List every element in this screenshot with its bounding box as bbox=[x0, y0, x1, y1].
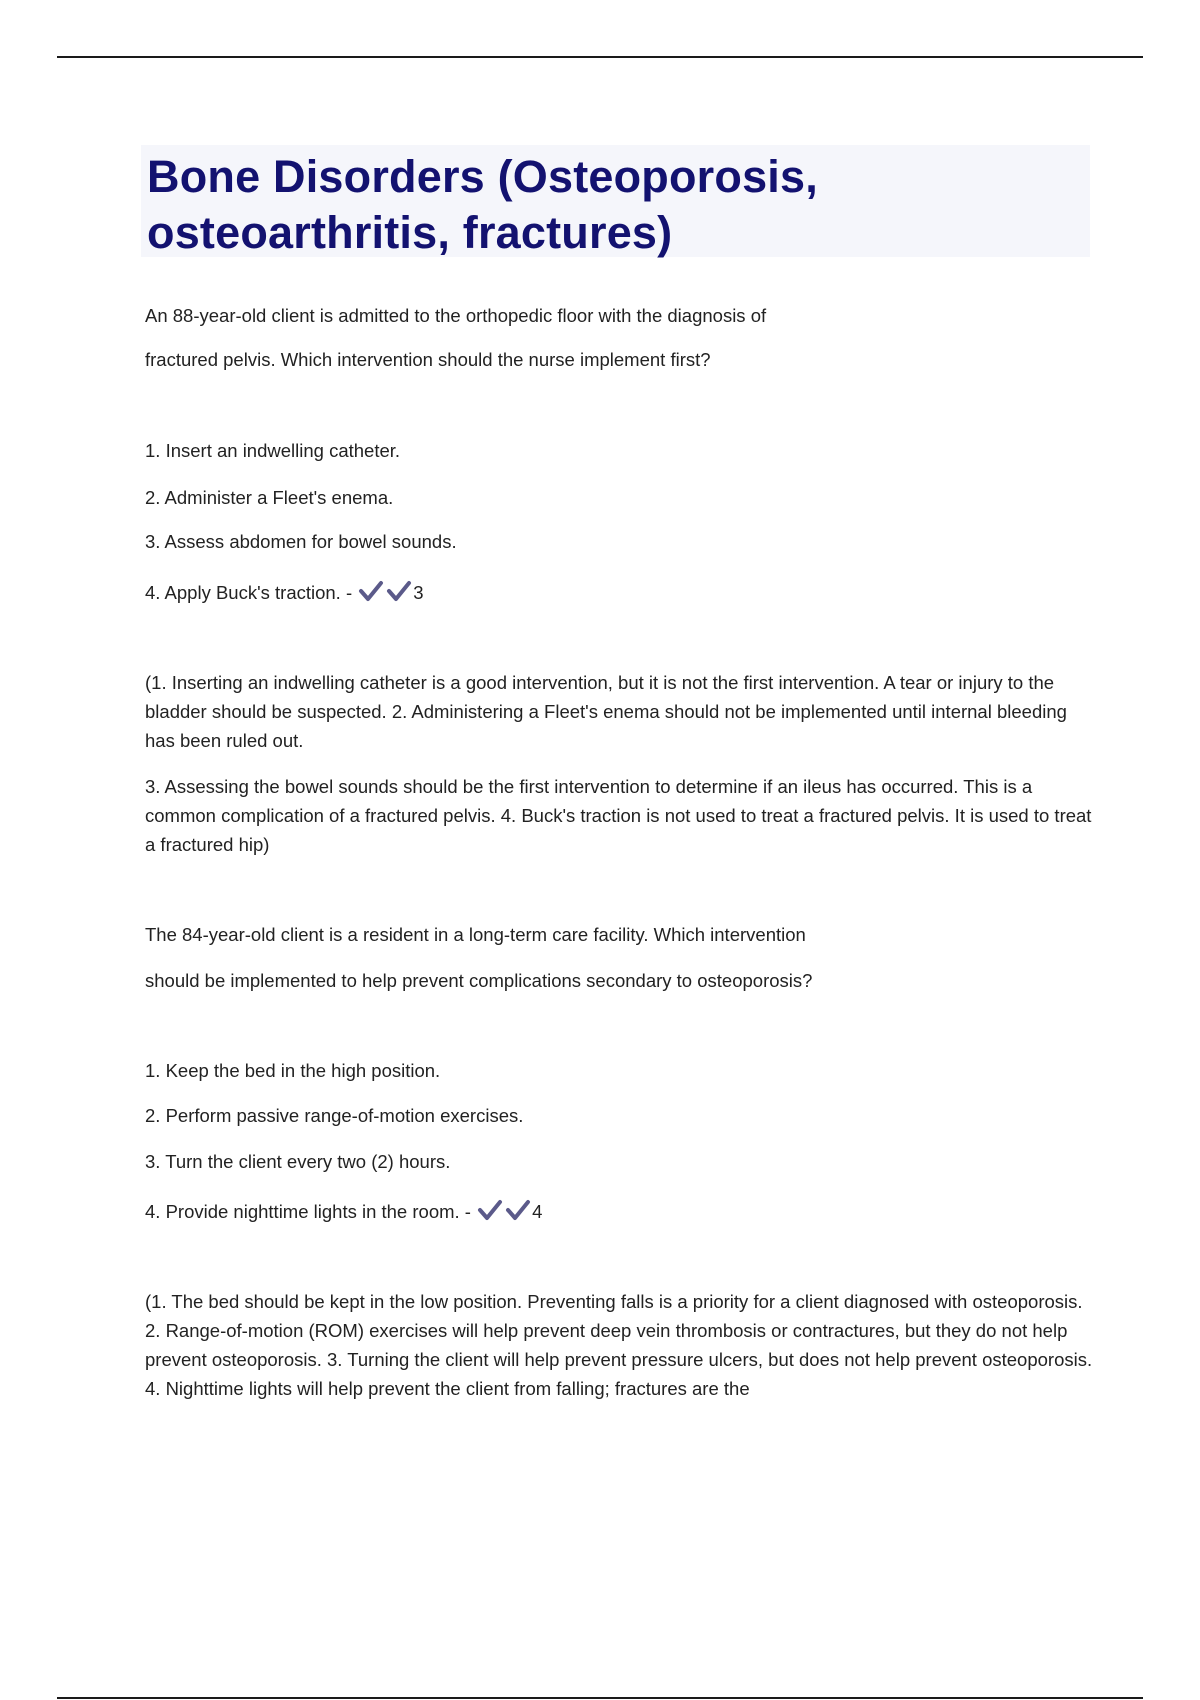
question-1-option-3: 3. Assess abdomen for bowel sounds. bbox=[145, 531, 457, 552]
question-1-option-1: 1. Insert an indwelling catheter. bbox=[145, 440, 401, 461]
page-title: Bone Disorders (Osteoporosis, osteoarthritis, fractures) bbox=[147, 151, 818, 258]
question-2-option-1: 1. Keep the bed in the high position. bbox=[145, 1060, 441, 1081]
question-1-option-2: 2. Administer a Fleet's enema. bbox=[145, 487, 394, 508]
title-block bbox=[141, 145, 1090, 257]
question-2-answer: 4 bbox=[532, 1201, 543, 1222]
check-icon bbox=[505, 1198, 531, 1222]
question-1-answer-line bbox=[145, 579, 424, 604]
question-1-stem-line-2: fractured pelvis. Which intervention should the nurse implement first? bbox=[145, 349, 711, 370]
question-2-stem-line-1: The 84-year-old client is a resident in a long-term care facility. Which intervention bbox=[145, 924, 806, 945]
bottom-rule bbox=[57, 1697, 1143, 1699]
question-1-option-4: 4. Apply Buck's traction. - bbox=[145, 582, 353, 603]
check-icon bbox=[386, 579, 412, 603]
question-2-option-4: 4. Provide nighttime lights in the room. - bbox=[145, 1201, 471, 1222]
question-2-option-3: 3. Turn the client every two (2) hours. bbox=[145, 1151, 451, 1172]
top-rule bbox=[57, 56, 1143, 58]
check-icon bbox=[477, 1198, 503, 1222]
question-1-rationale-part-2: 3. Assessing the bowel sounds should be the first intervention to determine if an ileus has occurred. This is a common complication of a fractured pelvis. 4. Buck's traction is not used to treat a fractured pelvis. It is used to treat a fractured hip) bbox=[145, 776, 1092, 855]
question-1-rationale-part-1: (1. Inserting an indwelling catheter is a good intervention, but it is not the first intervention. A tear or injury to the bladder should be suspected. 2. Administering a Fleet's enema should not be implemented until internal bleeding has been ruled out. bbox=[145, 672, 1067, 751]
question-2-rationale: (1. The bed should be kept in the low position. Preventing falls is a priority for a client diagnosed with osteoporosis. 2. Range-of-motion (ROM) exercises will help prevent deep vein thrombosis or contractures, but they do not help prevent osteoporosis. 3. Turning the client will help prevent pressure ulcers, but does not help prevent osteoporosis. 4. Nighttime lights will help prevent the client from falling; fractures are the bbox=[145, 1291, 1093, 1399]
question-1-stem-line-1: An 88-year-old client is admitted to the orthopedic floor with the diagnosis of bbox=[145, 305, 767, 326]
question-2-stem-line-2: should be implemented to help prevent complications secondary to osteoporosis? bbox=[145, 970, 813, 991]
question-1-answer: 3 bbox=[413, 582, 424, 603]
question-2-option-2: 2. Perform passive range-of-motion exercises. bbox=[145, 1105, 524, 1126]
question-2-answer-line bbox=[145, 1198, 542, 1223]
check-icon bbox=[358, 579, 384, 603]
